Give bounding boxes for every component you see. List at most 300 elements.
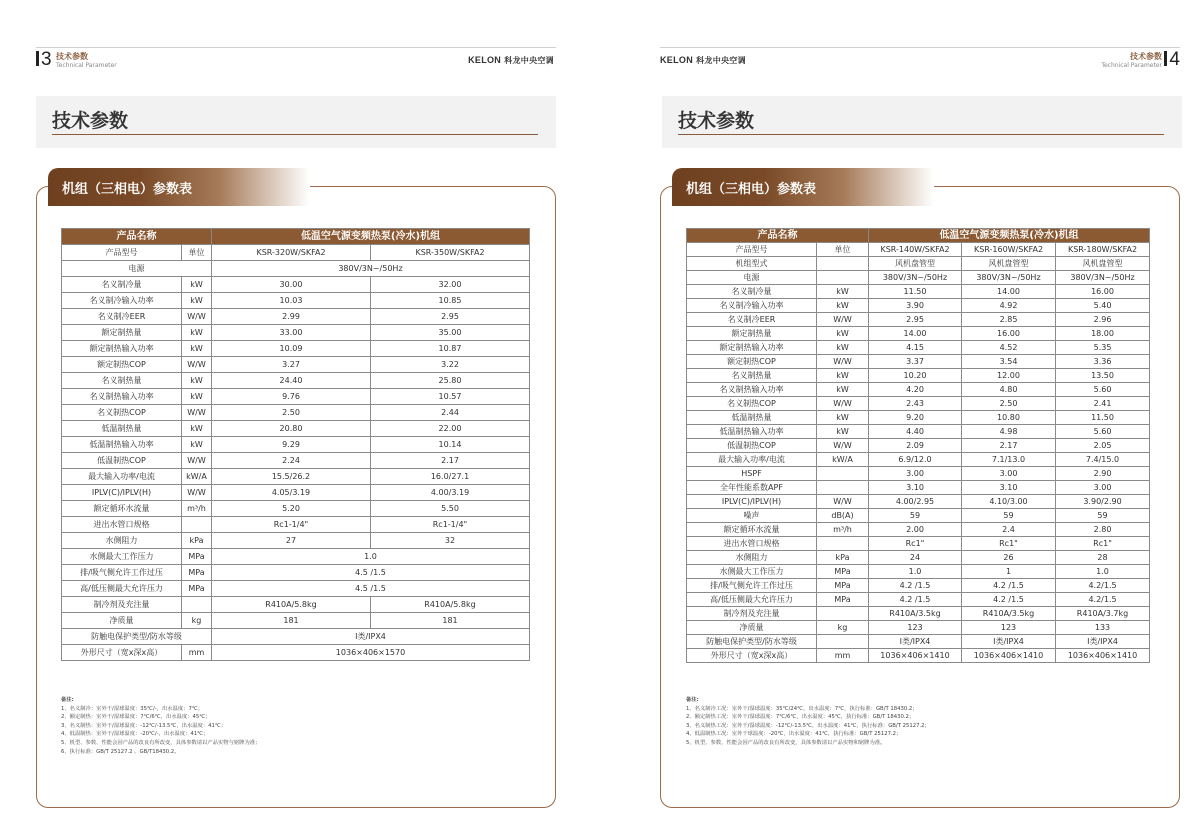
row-value: 2.96: [1056, 313, 1150, 327]
row-value: 1.0: [1056, 565, 1150, 579]
note-line: 6、执行标准：GB/T 25127.2 、GB/T18430.2。: [61, 748, 180, 755]
row-label: 进出水管口规格: [62, 517, 182, 533]
row-value: 4.05/3.19: [212, 485, 371, 501]
note-line: 1、名义制冷工况：室外干/湿球温度：35℃/24℃，出水温度：7℃，执行标准：GB/T 18430.2；: [686, 705, 918, 712]
table-row: [62, 517, 530, 533]
row-value: 2.44: [371, 405, 530, 421]
row-unit: dB(A): [817, 509, 869, 523]
row-value: 133: [1056, 621, 1150, 635]
page-title: 技术参数: [52, 110, 129, 132]
row-value: 22.00: [371, 421, 530, 437]
table-row: [687, 621, 1150, 635]
brand-logo: KELON 科龙中央空调: [468, 55, 554, 65]
row-unit: kg: [817, 621, 869, 635]
row-unit: kW: [817, 369, 869, 383]
table-row: [687, 313, 1150, 327]
table-row: [62, 581, 530, 597]
row-label: 全年性能系数APF: [687, 481, 817, 495]
table-header-row: [687, 229, 1150, 243]
row-unit: W/W: [182, 309, 212, 325]
row-unit: kW: [817, 411, 869, 425]
table-row: [687, 425, 1150, 439]
row-label: 水侧最大工作压力: [62, 549, 182, 565]
row-value: 1036×406×1410: [869, 649, 962, 663]
row-value: I类/IPX4: [212, 629, 530, 645]
row-unit: W/W: [817, 439, 869, 453]
row-value: Rc1-1/4": [212, 517, 371, 533]
row-label: 额定制热量: [687, 327, 817, 341]
table-row: [62, 373, 530, 389]
row-unit: kPa: [182, 533, 212, 549]
table-row: [687, 509, 1150, 523]
row-unit: [817, 607, 869, 621]
row-unit: MPa: [182, 581, 212, 597]
table-row: [62, 437, 530, 453]
row-value: 380V/3N~/50Hz: [869, 271, 962, 285]
row-value: 2.4: [962, 523, 1056, 537]
row-unit: W/W: [182, 405, 212, 421]
row-value: 28: [1056, 551, 1150, 565]
row-unit: MPa: [182, 549, 212, 565]
row-label: 名义制冷输入功率: [62, 293, 182, 309]
table-row: [62, 549, 530, 565]
row-value: 32.00: [371, 277, 530, 293]
table-row: [62, 325, 530, 341]
table-row: [687, 327, 1150, 341]
row-value: 14.00: [962, 285, 1056, 299]
table-row: [62, 261, 530, 277]
row-label: 水侧阻力: [62, 533, 182, 549]
row-value: I类/IPX4: [869, 635, 962, 649]
row-label: IPLV(C)/IPLV(H): [62, 485, 182, 501]
row-label: 名义制热输入功率: [62, 389, 182, 405]
title-rule: [52, 134, 538, 135]
row-label: 制冷剂及充注量: [687, 607, 817, 621]
row-unit: kW: [182, 437, 212, 453]
row-value: 2.41: [1056, 397, 1150, 411]
table-row: [687, 649, 1150, 663]
row-value: 3.00: [1056, 481, 1150, 495]
table-row: [687, 467, 1150, 481]
table-row: [62, 277, 530, 293]
row-unit: kW: [182, 293, 212, 309]
row-label: 水侧最大工作压力: [687, 565, 817, 579]
row-value: 59: [869, 509, 962, 523]
row-label: 名义制冷输入功率: [687, 299, 817, 313]
row-value: 2.24: [212, 453, 371, 469]
row-label: 名义制冷EER: [62, 309, 182, 325]
table-row: [687, 341, 1150, 355]
row-value: 4.52: [962, 341, 1056, 355]
row-value: 20.80: [212, 421, 371, 437]
row-unit: W/W: [182, 485, 212, 501]
header-product-series: 低温空气源变频热泵(冷水)机组: [869, 229, 1150, 243]
row-value: 3.37: [869, 355, 962, 369]
row-value: 风机盘管型: [1056, 257, 1150, 271]
row-value: 2.43: [869, 397, 962, 411]
row-value: 5.20: [212, 501, 371, 517]
row-unit: [817, 467, 869, 481]
table-row: [687, 495, 1150, 509]
row-value: 2.50: [212, 405, 371, 421]
row-value: 2.95: [371, 309, 530, 325]
model-cell: KSR-320W/SKFA2: [212, 245, 371, 261]
header-section-en: Technical Parameter: [56, 62, 117, 69]
table-row: [687, 481, 1150, 495]
row-value: 24: [869, 551, 962, 565]
row-value: 7.1/13.0: [962, 453, 1056, 467]
row-label: 名义制冷EER: [687, 313, 817, 327]
table-row: [687, 271, 1150, 285]
header-rule: [660, 47, 1180, 48]
row-label: 电源: [687, 271, 817, 285]
row-label: 额定制热COP: [62, 357, 182, 373]
row-value: 3.36: [1056, 355, 1150, 369]
row-label: 名义制热COP: [687, 397, 817, 411]
unit-label: 单位: [817, 243, 869, 257]
row-label: 额定制热量: [62, 325, 182, 341]
row-value: 4.92: [962, 299, 1056, 313]
row-label: 外形尺寸（宽x深x高）: [687, 649, 817, 663]
model-label: 产品型号: [687, 243, 817, 257]
row-value: 123: [962, 621, 1056, 635]
row-value: 3.90/2.90: [1056, 495, 1150, 509]
row-value: 380V/3N~/50Hz: [1056, 271, 1150, 285]
row-value: R410A/3.7kg: [1056, 607, 1150, 621]
row-unit: kW: [182, 389, 212, 405]
row-label: 防触电保护类型/防水等级: [687, 635, 817, 649]
table-row: [687, 257, 1150, 271]
row-label: 净质量: [62, 613, 182, 629]
row-label: 外形尺寸（宽x深x高）: [62, 645, 182, 661]
row-value: 4.2 /1.5: [869, 593, 962, 607]
table-row: [687, 607, 1150, 621]
row-value: 2.80: [1056, 523, 1150, 537]
row-label: 净质量: [687, 621, 817, 635]
row-value: 2.85: [962, 313, 1056, 327]
table-row: [687, 397, 1150, 411]
row-label: 名义制热输入功率: [687, 383, 817, 397]
row-value: 风机盘管型: [869, 257, 962, 271]
table-row: [62, 533, 530, 549]
model-row: [62, 245, 530, 261]
note-line: 1、名义制冷：室外干/湿球温度：35℃/-，出水温度：7℃；: [61, 705, 204, 712]
row-label: 制冷剂及充注量: [62, 597, 182, 613]
row-label: 名义制冷量: [687, 285, 817, 299]
row-value: 380V/3N~/50Hz: [962, 271, 1056, 285]
row-value: 26: [962, 551, 1056, 565]
row-value: R410A/5.8kg: [212, 597, 371, 613]
row-label: 额定制热输入功率: [687, 341, 817, 355]
row-label: 额定循环水流量: [687, 523, 817, 537]
row-value: 11.50: [1056, 411, 1150, 425]
row-label: 高/低压侧最大允许压力: [62, 581, 182, 597]
row-value: 16.00: [1056, 285, 1150, 299]
table-row: [62, 565, 530, 581]
header-product-name: 产品名称: [687, 229, 869, 243]
row-unit: kW: [817, 327, 869, 341]
row-unit: m³/h: [817, 523, 869, 537]
row-value: 4.20: [869, 383, 962, 397]
row-unit: kW/A: [182, 469, 212, 485]
row-value: 3.10: [962, 481, 1056, 495]
row-value: 4.2/1.5: [1056, 593, 1150, 607]
row-value: 380V/3N~/50Hz: [212, 261, 530, 277]
row-value: 2.17: [371, 453, 530, 469]
row-value: 14.00: [869, 327, 962, 341]
row-value: 3.00: [962, 467, 1056, 481]
model-cell: KSR-140W/SKFA2: [869, 243, 962, 257]
row-value: 4.2/1.5: [1056, 579, 1150, 593]
table-row: [687, 579, 1150, 593]
table-row: [687, 551, 1150, 565]
row-value: 30.00: [212, 277, 371, 293]
spec-tab-title: 机组（三相电）参数表: [686, 182, 817, 197]
table-row: [62, 613, 530, 629]
row-value: R410A/3.5kg: [869, 607, 962, 621]
row-value: 25.80: [371, 373, 530, 389]
row-value: 1036×406×1410: [962, 649, 1056, 663]
row-value: 2.95: [869, 313, 962, 327]
notes-title: 备注:: [686, 697, 699, 703]
row-value: 33.00: [212, 325, 371, 341]
row-unit: kW: [817, 285, 869, 299]
row-value: 4.2 /1.5: [869, 579, 962, 593]
row-value: 10.09: [212, 341, 371, 357]
table-row: [62, 341, 530, 357]
row-label: 低温制热输入功率: [62, 437, 182, 453]
table-row: [687, 355, 1150, 369]
spec-table: [61, 228, 530, 661]
row-value: 9.29: [212, 437, 371, 453]
row-label: 最大输入功率/电流: [62, 469, 182, 485]
row-unit: [817, 257, 869, 271]
note-line: 5、机型、参数、性能会因产品的改良有所改变，具体参数请以产品实物与铭牌为准；: [61, 739, 261, 746]
row-value: 10.80: [962, 411, 1056, 425]
note-line: 2、额定制热工况：室外干/湿球温度：7℃/6℃，出水温度：45℃，执行标准：GB/T 18430.2；: [686, 714, 915, 721]
note-line: 5、机型、参数、性能会因产品的改良有所改变，具体参数请以产品实物和铭牌为准。: [686, 739, 886, 746]
row-value: 7.4/15.0: [1056, 453, 1150, 467]
row-label: 名义制冷量: [62, 277, 182, 293]
row-value: 2.00: [869, 523, 962, 537]
row-value: 10.03: [212, 293, 371, 309]
row-label: 机组型式: [687, 257, 817, 271]
row-value: 5.40: [1056, 299, 1150, 313]
header-product-series: 低温空气源变频热泵(冷水)机组: [212, 229, 530, 245]
table-row: [62, 309, 530, 325]
row-value: 2.05: [1056, 439, 1150, 453]
row-value: Rc1": [962, 537, 1056, 551]
model-cell: KSR-180W/SKFA2: [1056, 243, 1150, 257]
row-label: 排/吸气侧允许工作过压: [62, 565, 182, 581]
row-value: 35.00: [371, 325, 530, 341]
note-line: 3、名义制热工况：室外干/湿球温度：-12℃/-13.5℃，出水温度：41℃，执行标准：GB/T 25127.2；: [686, 722, 930, 729]
row-value: 2.50: [962, 397, 1056, 411]
header-rule: [36, 47, 556, 48]
header-section-en: Technical Parameter: [1101, 62, 1162, 69]
row-value: 1.0: [869, 565, 962, 579]
row-unit: [817, 537, 869, 551]
row-value: I类/IPX4: [962, 635, 1056, 649]
note-line: 3、名义制热：室外干/湿球温度：-12℃/-13.5℃，出水温度：41℃；: [61, 722, 227, 729]
row-value: Rc1-1/4": [371, 517, 530, 533]
row-value: 10.14: [371, 437, 530, 453]
row-value: 15.5/26.2: [212, 469, 371, 485]
row-value: R410A/5.8kg: [371, 597, 530, 613]
table-row: [62, 597, 530, 613]
row-unit: kW: [182, 325, 212, 341]
row-value: 3.10: [869, 481, 962, 495]
table-row: [62, 389, 530, 405]
spec-tab-title: 机组（三相电）参数表: [62, 182, 193, 197]
row-value: 10.20: [869, 369, 962, 383]
right-page: [604, 0, 1200, 831]
header-section-cn: 技术参数: [56, 52, 88, 61]
row-value: 5.60: [1056, 425, 1150, 439]
row-value: 4.10/3.00: [962, 495, 1056, 509]
table-row: [687, 565, 1150, 579]
row-unit: [817, 271, 869, 285]
table-row: [62, 645, 530, 661]
table-row: [62, 421, 530, 437]
table-row: [62, 629, 530, 645]
row-unit: W/W: [817, 397, 869, 411]
row-unit: [817, 481, 869, 495]
row-unit: [182, 517, 212, 533]
row-unit: MPa: [817, 579, 869, 593]
row-label: 噪声: [687, 509, 817, 523]
row-label: 高/低压侧最大允许压力: [687, 593, 817, 607]
row-label: 电源: [62, 261, 212, 277]
row-value: 6.9/12.0: [869, 453, 962, 467]
row-unit: kW: [182, 277, 212, 293]
row-unit: kW: [817, 425, 869, 439]
header-product-name: 产品名称: [62, 229, 212, 245]
row-unit: [182, 597, 212, 613]
page-number: 4: [1164, 50, 1180, 70]
row-unit: MPa: [182, 565, 212, 581]
row-unit: kPa: [817, 551, 869, 565]
row-value: 1036×406×1410: [1056, 649, 1150, 663]
row-value: 4.15: [869, 341, 962, 355]
row-label: 额定循环水流量: [62, 501, 182, 517]
row-label: 进出水管口规格: [687, 537, 817, 551]
row-label: 防触电保护类型/防水等级: [62, 629, 212, 645]
page-title: 技术参数: [678, 110, 755, 132]
row-value: 4.40: [869, 425, 962, 439]
table-row: [62, 405, 530, 421]
row-value: 3.27: [212, 357, 371, 373]
row-label: 低温制热量: [687, 411, 817, 425]
row-value: 181: [371, 613, 530, 629]
table-row: [687, 285, 1150, 299]
row-unit: kg: [182, 613, 212, 629]
row-unit: mm: [182, 645, 212, 661]
table-row: [687, 635, 1150, 649]
row-value: 4.2 /1.5: [962, 579, 1056, 593]
row-label: 名义制热量: [62, 373, 182, 389]
row-value: 59: [1056, 509, 1150, 523]
row-label: 低温制热输入功率: [687, 425, 817, 439]
row-value: 5.60: [1056, 383, 1150, 397]
row-value: 2.09: [869, 439, 962, 453]
note-line: 2、额定制热：室外干/湿球温度：7℃/6℃，出水温度：45℃；: [61, 714, 211, 721]
model-label: 产品型号: [62, 245, 182, 261]
model-row: [687, 243, 1150, 257]
row-value: 1036×406×1570: [212, 645, 530, 661]
spec-table: [686, 228, 1150, 663]
row-unit: kW: [817, 383, 869, 397]
row-label: 水侧阻力: [687, 551, 817, 565]
row-value: 4.98: [962, 425, 1056, 439]
row-value: 2.90: [1056, 467, 1150, 481]
row-value: 2.17: [962, 439, 1056, 453]
row-value: 3.54: [962, 355, 1056, 369]
row-value: 10.85: [371, 293, 530, 309]
header-section-cn: 技术参数: [1130, 52, 1162, 61]
row-value: 181: [212, 613, 371, 629]
row-value: 10.87: [371, 341, 530, 357]
row-unit: m³/h: [182, 501, 212, 517]
row-value: 16.00: [962, 327, 1056, 341]
row-unit: W/W: [182, 453, 212, 469]
row-label: 额定制热COP: [687, 355, 817, 369]
notes: [686, 696, 930, 748]
row-label: 低温制热COP: [62, 453, 182, 469]
row-value: 4.5 /1.5: [212, 565, 530, 581]
row-unit: mm: [817, 649, 869, 663]
row-unit: W/W: [817, 313, 869, 327]
row-label: 名义制热量: [687, 369, 817, 383]
row-unit: kW/A: [817, 453, 869, 467]
row-value: 123: [869, 621, 962, 635]
row-value: 3.00: [869, 467, 962, 481]
table-row: [62, 469, 530, 485]
row-unit: kW: [817, 299, 869, 313]
row-value: I类/IPX4: [1056, 635, 1150, 649]
notes: [61, 696, 260, 756]
left-page: [0, 0, 596, 831]
row-value: 5.35: [1056, 341, 1150, 355]
table-row: [687, 537, 1150, 551]
row-unit: kW: [182, 373, 212, 389]
row-label: 额定制热输入功率: [62, 341, 182, 357]
row-value: 59: [962, 509, 1056, 523]
table-row: [62, 485, 530, 501]
table-row: [62, 453, 530, 469]
row-label: IPLV(C)/IPLV(H): [687, 495, 817, 509]
row-unit: kW: [182, 421, 212, 437]
row-value: 32: [371, 533, 530, 549]
table-row: [62, 357, 530, 373]
row-unit: kW: [817, 341, 869, 355]
row-label: 低温制热量: [62, 421, 182, 437]
row-value: 4.5 /1.5: [212, 581, 530, 597]
row-value: 27: [212, 533, 371, 549]
row-value: R410A/3.5kg: [962, 607, 1056, 621]
row-value: 4.00/2.95: [869, 495, 962, 509]
table-row: [687, 523, 1150, 537]
page-number: 3: [36, 50, 52, 70]
table-row: [687, 593, 1150, 607]
row-label: 最大输入功率/电流: [687, 453, 817, 467]
table-row: [687, 411, 1150, 425]
row-value: Rc1": [1056, 537, 1150, 551]
note-line: 4、低温制热工况：室外干球温度：-20℃，出水温度：41℃，执行标准：GB/T 25127.2；: [686, 731, 902, 738]
row-value: 1: [962, 565, 1056, 579]
row-value: 13.50: [1056, 369, 1150, 383]
row-unit: W/W: [817, 495, 869, 509]
